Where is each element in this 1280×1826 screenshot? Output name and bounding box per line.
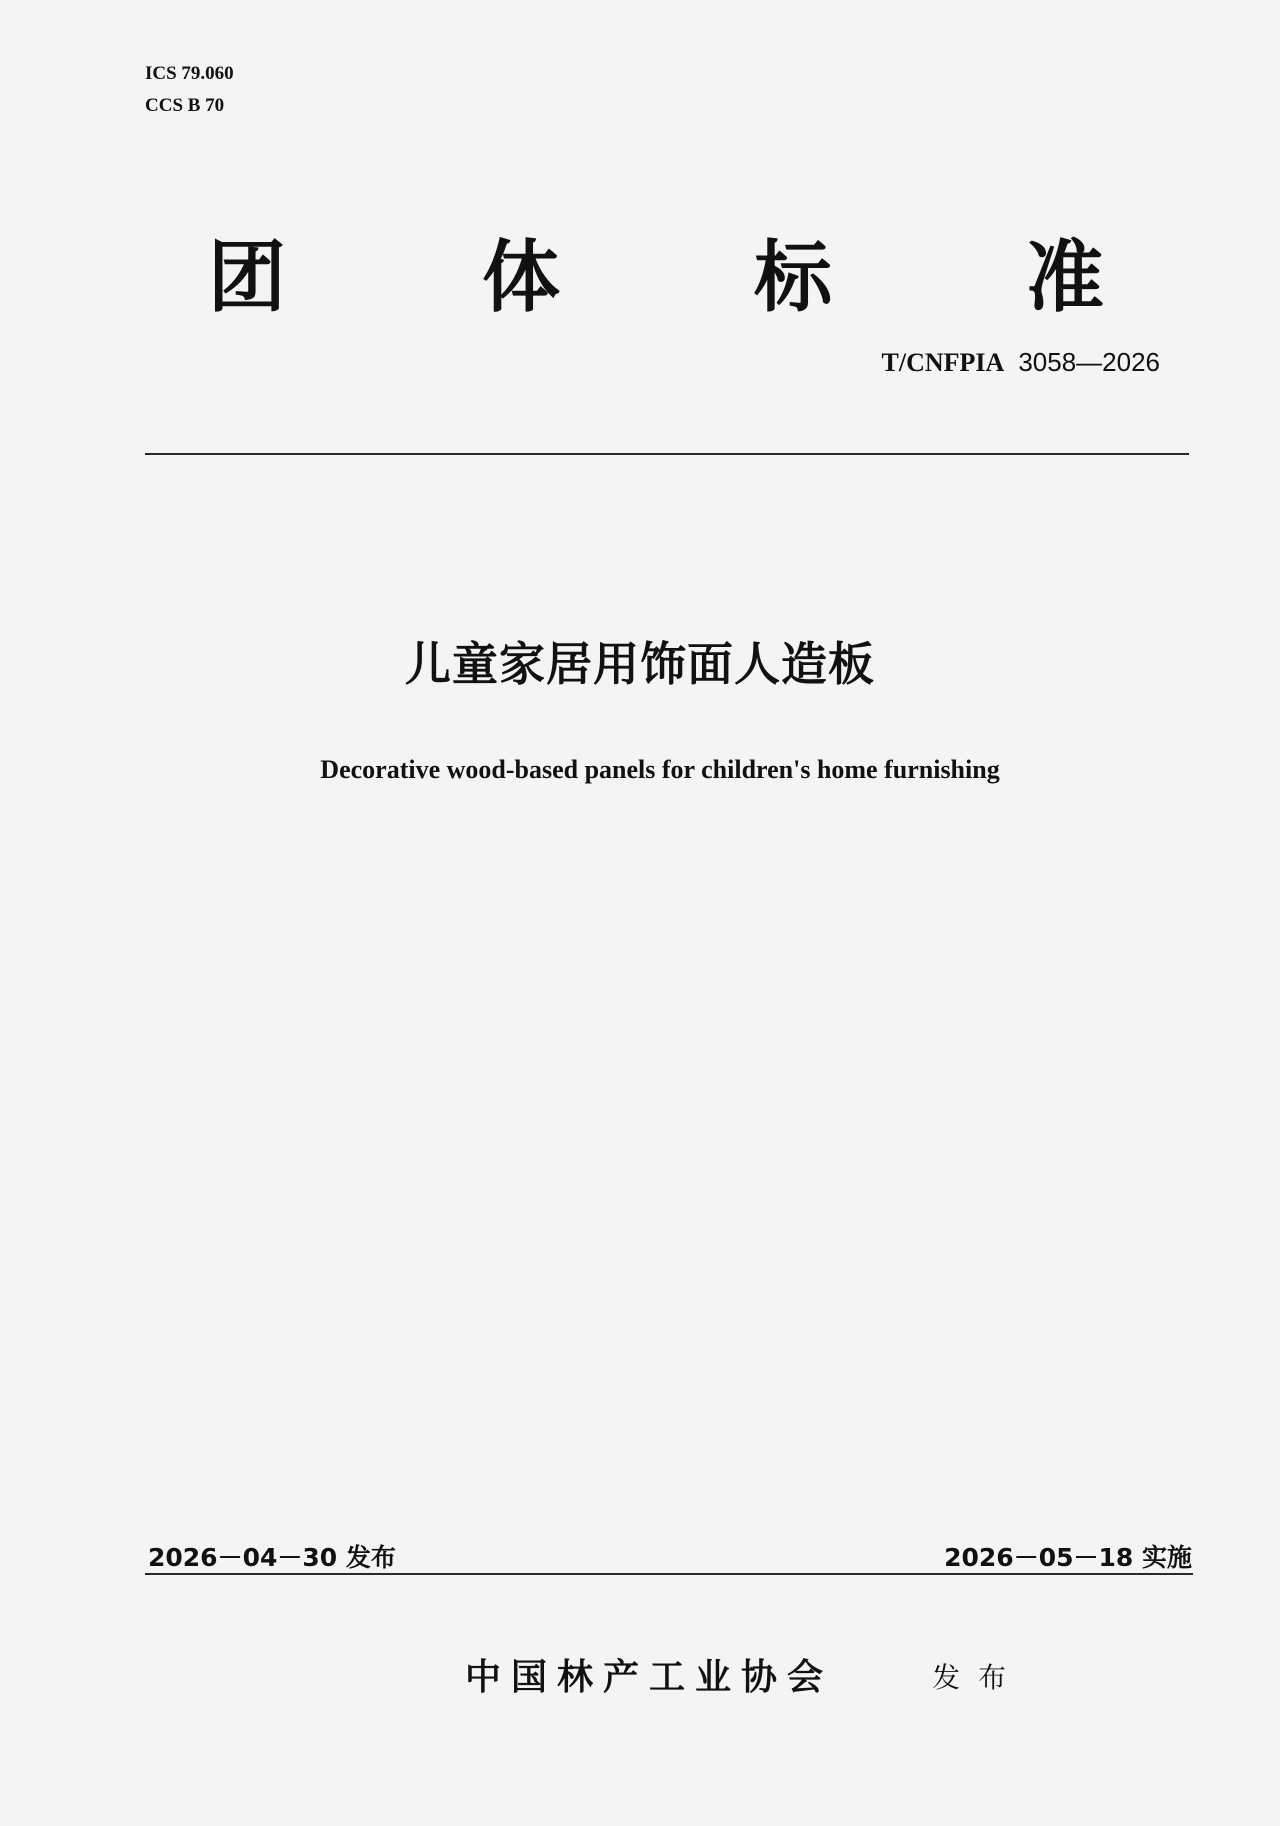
ics-code: ICS 79.060 bbox=[145, 63, 234, 84]
release-date: 2026－04－30 发布 bbox=[148, 1543, 396, 1572]
standard-number-value: 3058—2026 bbox=[1018, 347, 1160, 377]
header-divider bbox=[145, 453, 1189, 455]
publisher-name: 中国林产工业协会 bbox=[465, 1657, 834, 1698]
classification-codes bbox=[145, 58, 234, 122]
publisher-action: 发布 bbox=[932, 1661, 1025, 1694]
ccs-code: CCS B 70 bbox=[145, 95, 225, 116]
document-title-english: Decorative wood-based panels for children's home furnishing bbox=[320, 755, 1000, 784]
standard-type-heading bbox=[0, 228, 1280, 328]
standard-type-char: 准 bbox=[1026, 233, 1105, 323]
standard-type-char: 体 bbox=[482, 233, 561, 323]
implementation-date: 2026－05－18 实施 bbox=[944, 1543, 1192, 1572]
standard-number bbox=[882, 344, 1160, 381]
document-title-chinese: 儿童家居用饰面人造板 bbox=[405, 637, 875, 691]
standard-number-prefix: T/CNFPIA bbox=[881, 348, 1005, 377]
standard-type-char: 团 bbox=[208, 233, 287, 323]
standard-type-char: 标 bbox=[754, 233, 833, 323]
footer-divider bbox=[145, 1573, 1193, 1575]
